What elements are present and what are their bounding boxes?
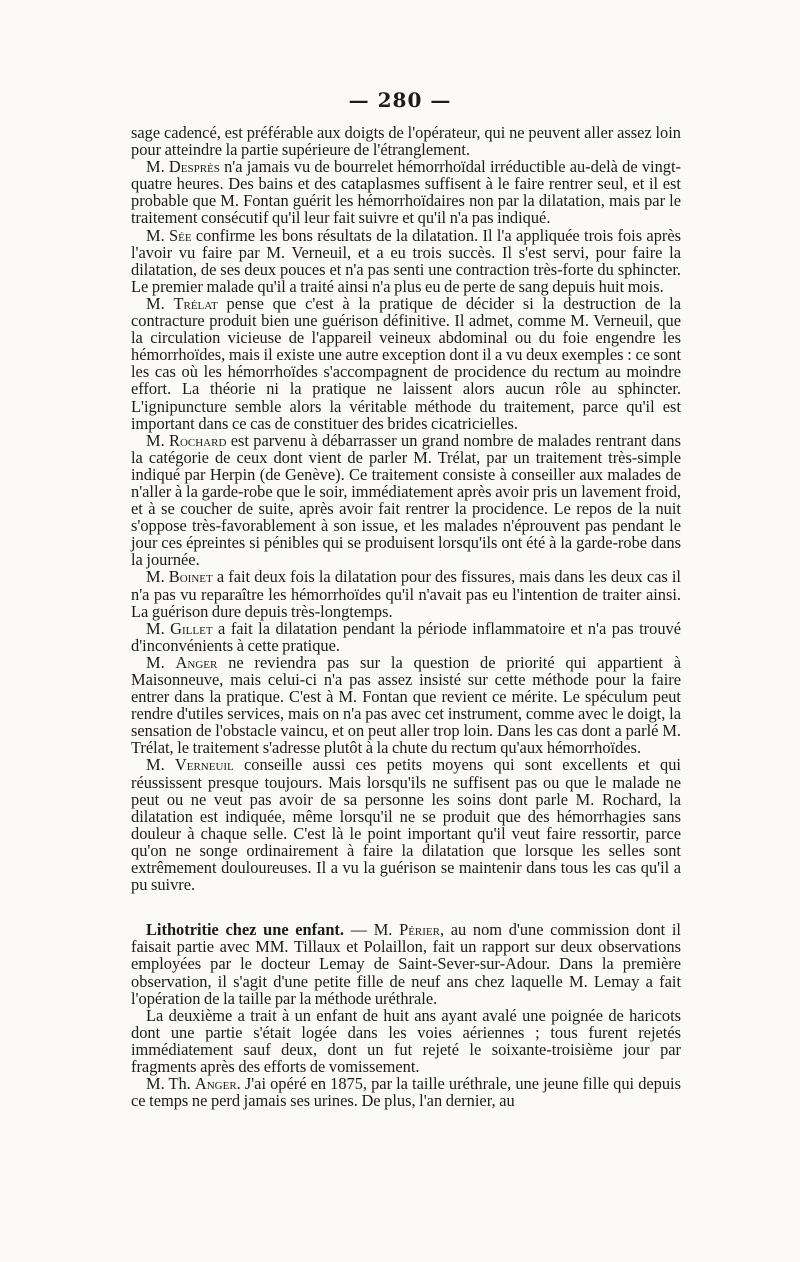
section-title: Lithotritie chez une enfant. bbox=[146, 920, 344, 940]
speaker-name: Boinet bbox=[168, 567, 213, 587]
speaker-name: Desprès bbox=[168, 157, 220, 177]
paragraph-anger: M. Anger ne reviendra pas sur la question de priorité qui appartient à Maisonneuve, mais celui-ci n'a pas assez insisté sur cette méthode pour la faire entrer dans la pratique. C'est à M. Fontan que revient ce mérite. Le spéculum peut rendre d'utiles services, mais on n'a pas avec cet instrument, comme avec le doigt, la sensation de l'obstacle vaincu, et on peut aller trop loin. Dans les cas dont a parlé M. Trélat, le traitement s'adresse plutôt à la chute du rectum qu'aux hémorrhoïdes. bbox=[131, 652, 681, 758]
speaker-name: Gillet bbox=[170, 618, 213, 638]
speaker-name: Verneuil bbox=[174, 755, 234, 775]
section-paragraph-perier-text: — M. Périer, au nom d'une commission dont il faisait partie avec MM. Tillaux et Polaillon, fait un rapport sur deux observations employées par le docteur Lemay de Saint-Sever-sur-Adour. Dans la première observation, il s'agit d'une petite fille de neuf ans chez laquelle M. Lemay a fait l'opération de la taille par la méthode uréthrale. bbox=[131, 920, 681, 1008]
paragraph-gillet: M. Gillet a fait la dilatation pendant la période inflammatoire et n'a pas trouvé d'inconvénients à cette pratique. bbox=[131, 618, 681, 655]
paragraph-boinet: M. Boinet a fait deux fois la dilatation pour des fissures, mais dans les deux cas il n'a pas vu reparaître les hémorrhoïdes qu'il n'avait pas eu l'intention de traiter ainsi. La guérison dure depuis très-longtemps. bbox=[131, 567, 681, 621]
speaker-name: Périer bbox=[399, 920, 440, 940]
speaker-name: Sée bbox=[169, 225, 192, 245]
speaker-name: Anger bbox=[175, 652, 218, 672]
speaker-name: Trélat bbox=[173, 293, 218, 313]
page-number: — 280 — bbox=[348, 88, 452, 112]
speaker-name: Anger bbox=[194, 1074, 237, 1094]
paragraph-continuation: sage cadencé, est préférable aux doigts de l'opérateur, qui ne peuvent aller assez loin pour atteindre la partie supérieure de l'étranglement. bbox=[131, 123, 681, 160]
body-text bbox=[131, 124, 681, 1109]
speaker-name: Rochard bbox=[169, 430, 227, 450]
paragraph-trelat: M. Trélat pense que c'est à la pratique de décider si la destruction de la contracture produit bien une guérison définitive. Il admet, comme M. Verneuil, que la circulation vicieuse de l'appareil veineux abdominal ou du foie engendre les hémorrhoïdes, mais il existe une autre exception dont il a vu deux exemples : ce sont les cas où les hémorrhoïdes s'accompagnent de procidence du rectum au moindre effort. La théorie ni la pratique ne laissent alors aucun rôle au sphincter. L'ignipuncture semble alors la véritable méthode du traitement, parce qu'il est important dans ce cas de constituer des brides cicatricielles. bbox=[131, 293, 681, 433]
paragraph-see: M. Sée confirme les bons résultats de la dilatation. Il l'a appliquée trois fois après l'avoir vu faire par M. Verneuil, et a eu trois succès. Il s'est servi, pour faire la dilatation, de ses deux pouces et n'a pas senti une contraction très-forte du sphincter. Le premier malade qu'il a traité ainsi n'a plus eu de perte de sang depuis huit mois. bbox=[131, 225, 681, 296]
section-gap bbox=[131, 893, 681, 921]
section-paragraph-haricots: La deuxième a trait à un enfant de huit ans ayant avalé une poignée de haricots dont une partie s'était logée dans les voies aériennes ; tous furent rejetés immédiatement sauf deux, dont un fut rejeté le soixante-troisième jour par fragments après des efforts de vomissement. bbox=[131, 1005, 681, 1076]
paragraph-verneuil: M. Verneuil conseille aussi ces petits moyens qui sont excellents et qui réussissent presque toujours. Mais lorsqu'ils ne suffisent pas ou que le malade ne peut ou ne veut pas avoir de sa personne les soins dont parle M. Rochard, la dilatation est indiquée, même lorsqu'il ne se produit que des hémorrhagies sans douleur à chaque selle. C'est là le point important qu'il veut faire ressortir, parce qu'on ne songe ordinairement à faire la dilatation que lorsque les selles sont extrêmement douloureuses. Il a vu la guérison se maintenir dans tous les cas qu'il a pu suivre. bbox=[131, 755, 681, 895]
section-paragraph-perier bbox=[131, 921, 681, 1006]
section-paragraph-th-anger: M. Th. Anger. J'ai opéré en 1875, par la taille uréthrale, une jeune fille qui depuis ce temps ne perd jamais ses urines. De plus, l'an dernier, au bbox=[131, 1074, 681, 1111]
paragraph-despres: M. Desprès n'a jamais vu de bourrelet hémorrhoïdal irréductible au-delà de vingt-quatre heures. Des bains et des cataplasmes suffisent à le faire rentrer seul, et il est probable que M. Fontan guérit les hémorrhoïdaires non par la dilatation, mais par le traitement consécutif qu'il leur fait suivre et qu'il n'a pas indiqué. bbox=[131, 157, 681, 228]
paragraph-rochard: M. Rochard est parvenu à débarrasser un grand nombre de malades rentrant dans la catégorie de ceux dont vient de parler M. Trélat, par un traitement très-simple indiqué par Herpin (de Genève). Ce traitement consiste à conseiller aux malades de n'aller à la garde-robe que le soir, immédiatement après avoir pris un lavement froid, et à se coucher de suite, après avoir fait rentrer la procidence. Le repos de la nuit s'oppose très-favorablement à son issue, et les malades n'éprouvent pas pendant le jour ces épreintes si pénibles qui se produisent lorsqu'ils ont été à la garde-robe dans la journée. bbox=[131, 430, 681, 570]
